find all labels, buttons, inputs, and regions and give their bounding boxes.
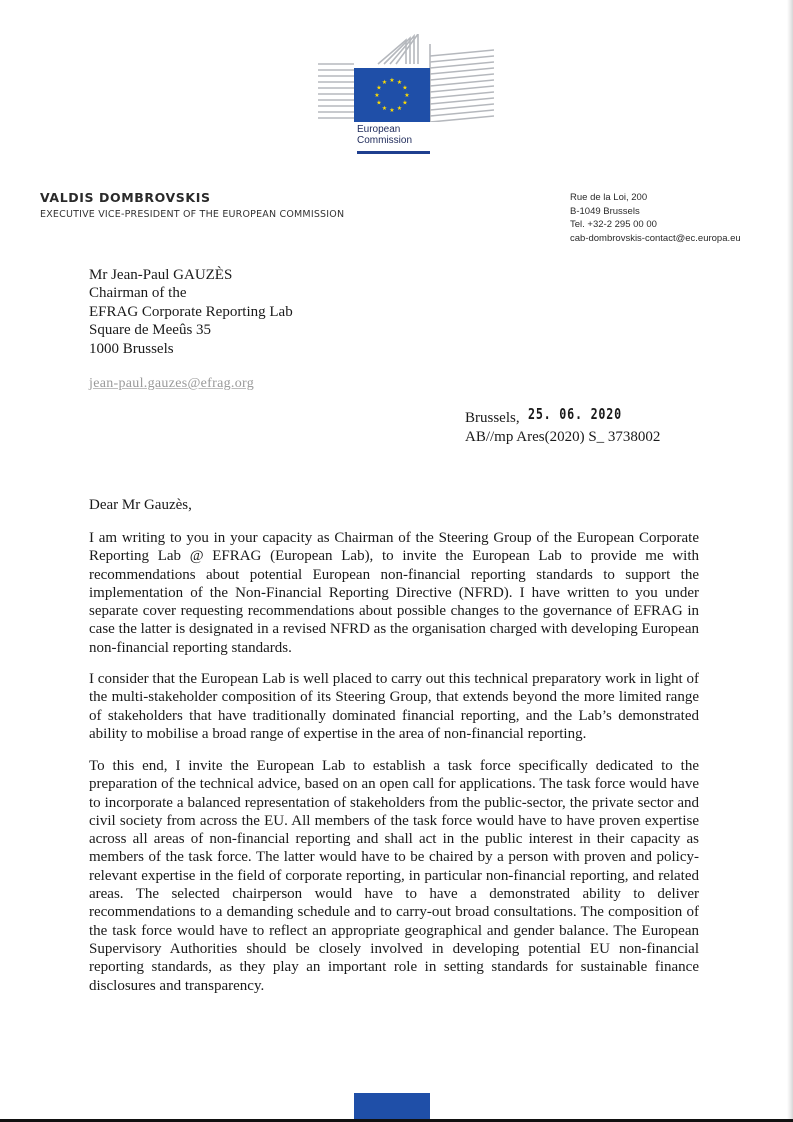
address-city: B-1049 Brussels xyxy=(570,205,640,217)
logo-line-1: European xyxy=(357,124,401,135)
svg-text:★: ★ xyxy=(389,107,395,114)
logo-line-2: Commission xyxy=(357,135,413,146)
salutation: Dear Mr Gauzès, xyxy=(89,497,192,513)
date-stamp: 25. 06. 2020 xyxy=(527,405,622,423)
address-email: cab-dombrovskis-contact@ec.europa.eu xyxy=(570,232,741,244)
date-line xyxy=(465,405,648,427)
svg-text:★: ★ xyxy=(396,105,403,112)
svg-text:★: ★ xyxy=(376,84,382,92)
european-commission-logo xyxy=(318,34,494,158)
address-street: Rue de la Loi, 200 xyxy=(570,192,648,203)
svg-text:★: ★ xyxy=(376,99,382,107)
recipient-org: EFRAG Corporate Reporting Lab xyxy=(89,303,293,320)
recipient-city: 1000 Brussels xyxy=(89,340,174,357)
svg-text:★: ★ xyxy=(402,84,408,92)
recipient-name: Mr Jean-Paul GAUZÈS xyxy=(89,267,233,283)
address-tel: Tel. +32-2 295 00 00 xyxy=(570,219,657,230)
scan-edge xyxy=(787,0,793,1122)
reference-number: AB//mp Ares(2020) S_ 3738002 xyxy=(465,429,661,445)
recipient-email: jean-paul.gauzes@efrag.org xyxy=(89,376,255,391)
logo-underline xyxy=(357,151,430,154)
footer-blue-bar xyxy=(354,1093,430,1122)
svg-text:★: ★ xyxy=(402,99,408,107)
sender-title: EXECUTIVE VICE-PRESIDENT OF THE EUROPEAN COMMISSION xyxy=(40,209,345,220)
logo-wordmark xyxy=(357,124,412,146)
recipient-street: Square de Meeûs 35 xyxy=(89,322,212,339)
svg-text:★: ★ xyxy=(374,92,380,99)
svg-text:★: ★ xyxy=(381,105,388,112)
eu-flag-icon xyxy=(354,68,430,122)
svg-text:★: ★ xyxy=(381,79,388,86)
paragraph-3: To this end, I invite the European Lab to establish a task force specifically dedicated to the preparation of the technical advice, based on an open call for applications. The task force would have to incorporate a balanced representation of stakeholders from the public-sector, the private sector and civil society from across the EU. All members of the task force would have to have proven expertise across all areas of non-financial reporting and shall act in the public interest in their capacity as members of the task force. The latter would have to be chaired by a person with proven and policy-relevant expertise in the field of corporate reporting, in particular non-financial reporting, and related areas. The selected chairperson would have to have a demonstrated ability to deliver recommendations to a demanding schedule and to carry-out broad consultations. The composition of the task force would have to reflect an appropriate geographical and gender balance. The European Supervisory Authorities should be closely involved in developing potential EU non-financial reporting standards, as they play an important role in setting standards for sustainable finance disclosures and transparency. xyxy=(89,758,699,994)
recipient-role: Chairman of the xyxy=(89,285,187,302)
svg-text:★: ★ xyxy=(404,92,410,99)
paragraph-2: I consider that the European Lab is well placed to carry out this technical preparatory work in light of the multi-stakeholder composition of its Steering Group, that extends beyond the more limited range of stakeholders that have traditionally dominated financial reporting, and the Lab’s demonstrated ability to mobilise a broad range of expertise in the area of non-financial reporting. xyxy=(89,671,699,742)
paragraph-1: I am writing to you in your capacity as Chairman of the Steering Group of the European Corporate Reporting Lab @ EFRAG (European Lab), to invite the European Lab to provide me with recommendations about potential European non-financial reporting standards to support the implementation of the Non-Financial Reporting Directive (NFRD). I have written to you under separate cover requesting recommendations about possible changes to the governance of EFRAG in case the latter is designated in a revised NFRD as the organisation charged with developing European non-financial reporting standards. xyxy=(89,530,699,656)
recipient-block xyxy=(89,266,293,358)
svg-text:★: ★ xyxy=(389,77,395,84)
sender-address xyxy=(570,191,741,245)
sender-name: VALDIS DOMBROVSKIS xyxy=(40,190,211,205)
letter-place: Brussels, xyxy=(465,410,520,426)
svg-text:★: ★ xyxy=(396,79,403,86)
